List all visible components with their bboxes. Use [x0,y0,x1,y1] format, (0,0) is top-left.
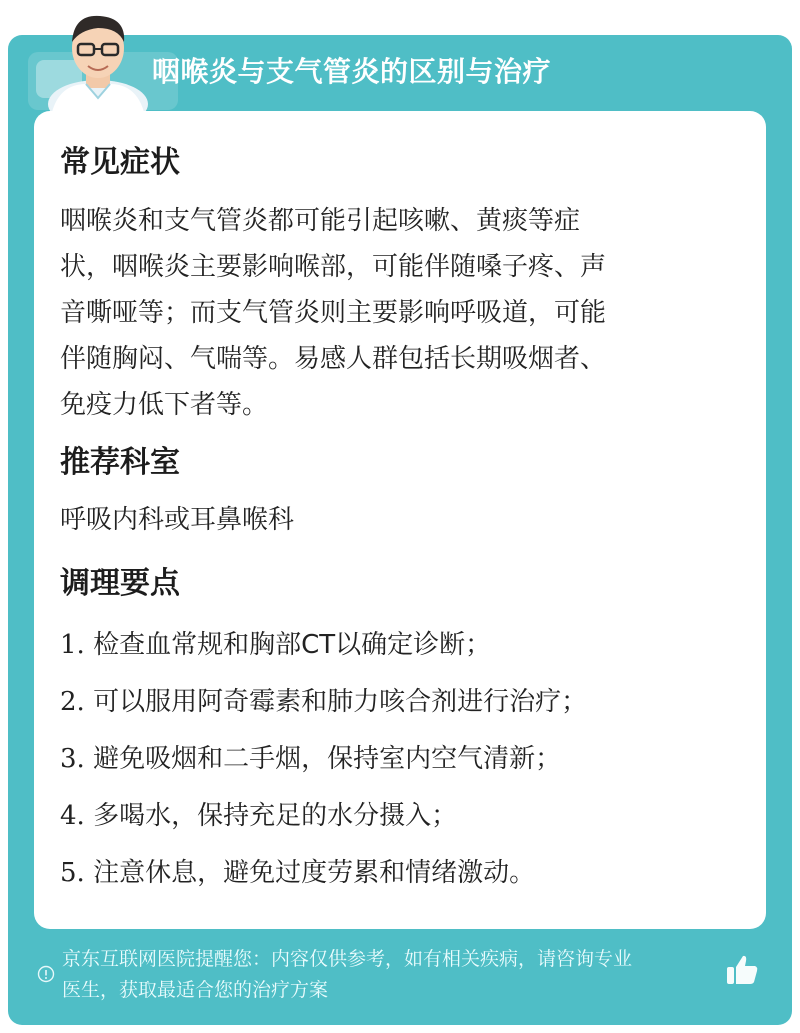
list-number: 4. [60,801,85,831]
symptoms-line: 免疫力低下者等。 [60,390,269,420]
footer-disclaimer [62,944,728,1006]
section-title-symptoms: 常见症状 [60,145,180,180]
list-text: 可以服用阿奇霉素和肺力咳合剂进行治疗； [93,687,588,717]
page-title: 咽喉炎与支气管炎的区别与治疗 [152,55,552,88]
list-number: 2. [60,687,85,717]
list-item [60,795,457,832]
info-icon [37,965,55,983]
list-item [60,852,535,889]
list-item [60,681,587,718]
doctor-avatar [42,4,154,112]
symptoms-line: 咽喉炎和支气管炎都可能引起咳嗽、黄痰等症 [60,206,581,236]
symptoms-line: 伴随胸闷、气喘等。易感人群包括长期吸烟者、 [60,344,607,374]
list-text: 避免吸烟和二手烟，保持室内空气清新； [93,744,562,774]
thumbs-up-icon[interactable] [724,952,760,988]
list-text: 检查血常规和胸部CT以确定诊断； [93,630,492,660]
symptoms-line: 状，咽喉炎主要影响喉部，可能伴随嗓子疼、声 [60,252,607,282]
symptoms-paragraph [60,198,730,428]
list-number: 5. [60,858,85,888]
list-text: 多喝水，保持充足的水分摄入； [93,801,458,831]
list-number: 3. [60,744,85,774]
section-title-care: 调理要点 [60,566,180,601]
list-item [60,624,491,661]
footer-line: 医生，获取最适合您的治疗方案 [62,979,329,1001]
section-title-department: 推荐科室 [60,445,180,480]
symptoms-line: 音嘶哑等；而支气管炎则主要影响呼吸道，可能 [60,298,607,328]
footer-line: 京东互联网医院提醒您：内容仅供参考，如有相关疾病，请咨询专业 [62,948,633,970]
list-item [60,738,561,775]
list-number: 1. [60,630,85,660]
department-text: 呼吸内科或耳鼻喉科 [60,505,295,535]
list-text: 注意休息，避免过度劳累和情绪激动。 [93,858,536,888]
